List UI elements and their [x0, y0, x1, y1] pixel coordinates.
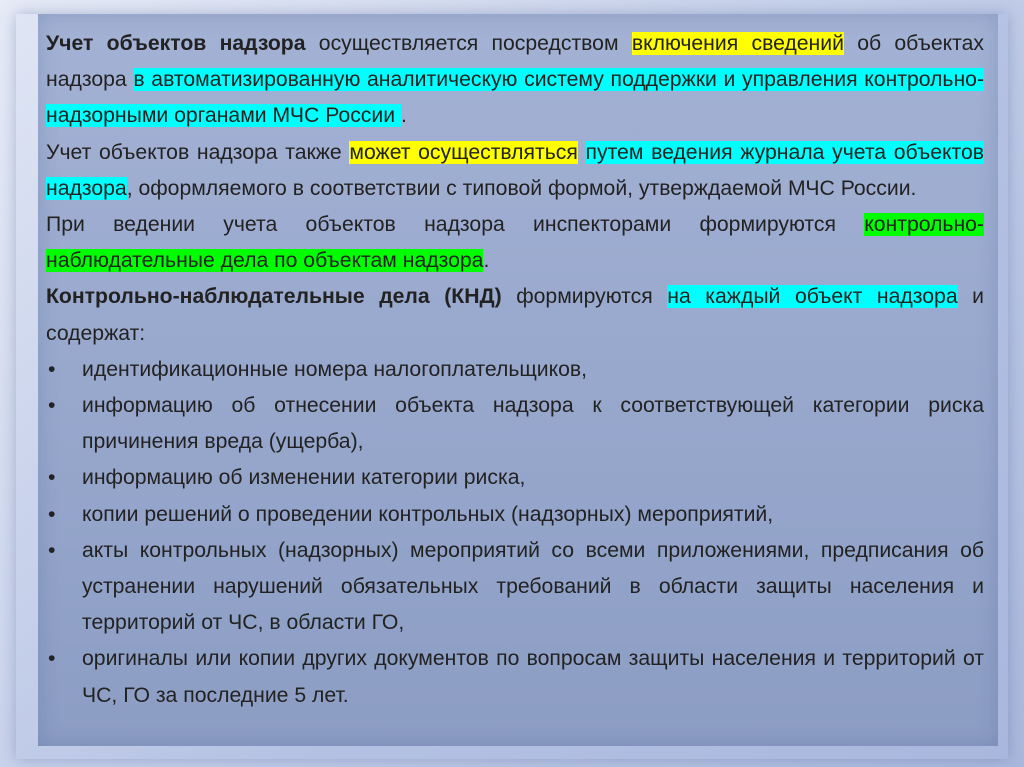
bold-lead: Учет объектов надзора [46, 32, 306, 55]
list-item [46, 641, 984, 713]
list-item-text: копии решений о проведении контрольных (надзорных) мероприятий, [82, 502, 774, 526]
text-run: об объектах надзора [46, 32, 984, 92]
paragraph-journal [46, 135, 984, 207]
bullet-icon: • [48, 502, 56, 526]
bullet-list [46, 352, 984, 714]
text-run: Учет объектов надзора также [46, 140, 350, 164]
text-run: . [400, 104, 407, 128]
list-item-text: информацию об изменении категории риска, [82, 466, 526, 490]
bullet-icon: • [48, 357, 56, 381]
bullet-icon: • [48, 466, 56, 490]
highlight-cyan: в автоматизированную аналитическую систему поддержки и управления контрольно-надзорными органами МЧС России [46, 68, 984, 128]
list-item-text: оригиналы или копии других документов по вопросам защиты населения и территорий от ЧС, ГО за последние 5 лет. [82, 647, 984, 707]
highlight-cyan: на каждый объект надзора [667, 285, 958, 309]
list-item [46, 460, 984, 496]
list-item-text: акты контрольных (надзорных) мероприятий со всеми приложениями, предписания об устранении нарушений обязательных требований в области защиты населения и территорий от ЧС, в области ГО, [82, 538, 984, 635]
paragraph-knd [46, 279, 984, 351]
highlight-yellow: может осуществляться [349, 140, 578, 164]
text-run: При ведении учета объектов надзора инспекторами формируются [46, 213, 865, 237]
list-item-text: идентификационные номера налогоплательщиков, [82, 357, 588, 381]
text-run [578, 141, 586, 164]
highlight-cyan: путем ведения журнала учета объектов надзора [46, 140, 984, 200]
list-item [46, 497, 984, 533]
highlight-yellow: включения сведений [631, 32, 844, 55]
text-run: формируются [501, 285, 668, 309]
list-item-text: информацию об отнесении объекта надзора к соответствующей категории риска причинения вреда (ущерба), [82, 394, 984, 454]
paragraph-inspectors [46, 207, 984, 279]
highlight-green: контрольно-наблюдательные дела по объектам надзора [46, 213, 984, 273]
bullet-icon: • [48, 647, 56, 671]
text-run: . [483, 249, 490, 273]
text-run: осуществляется посредством [305, 32, 632, 55]
bullet-icon: • [48, 538, 56, 562]
list-item [46, 352, 984, 388]
paragraph-registration [46, 26, 984, 135]
text-run: и содержат: [46, 285, 984, 345]
list-item [46, 533, 984, 642]
text-run: , оформляемого в соответствии с типовой формой, утверждаемой МЧС России. [126, 176, 917, 200]
bullet-icon: • [48, 394, 56, 418]
bold-lead: Контрольно-наблюдательные дела (КНД) [46, 285, 502, 309]
slide-text [46, 26, 984, 714]
list-item [46, 388, 984, 460]
